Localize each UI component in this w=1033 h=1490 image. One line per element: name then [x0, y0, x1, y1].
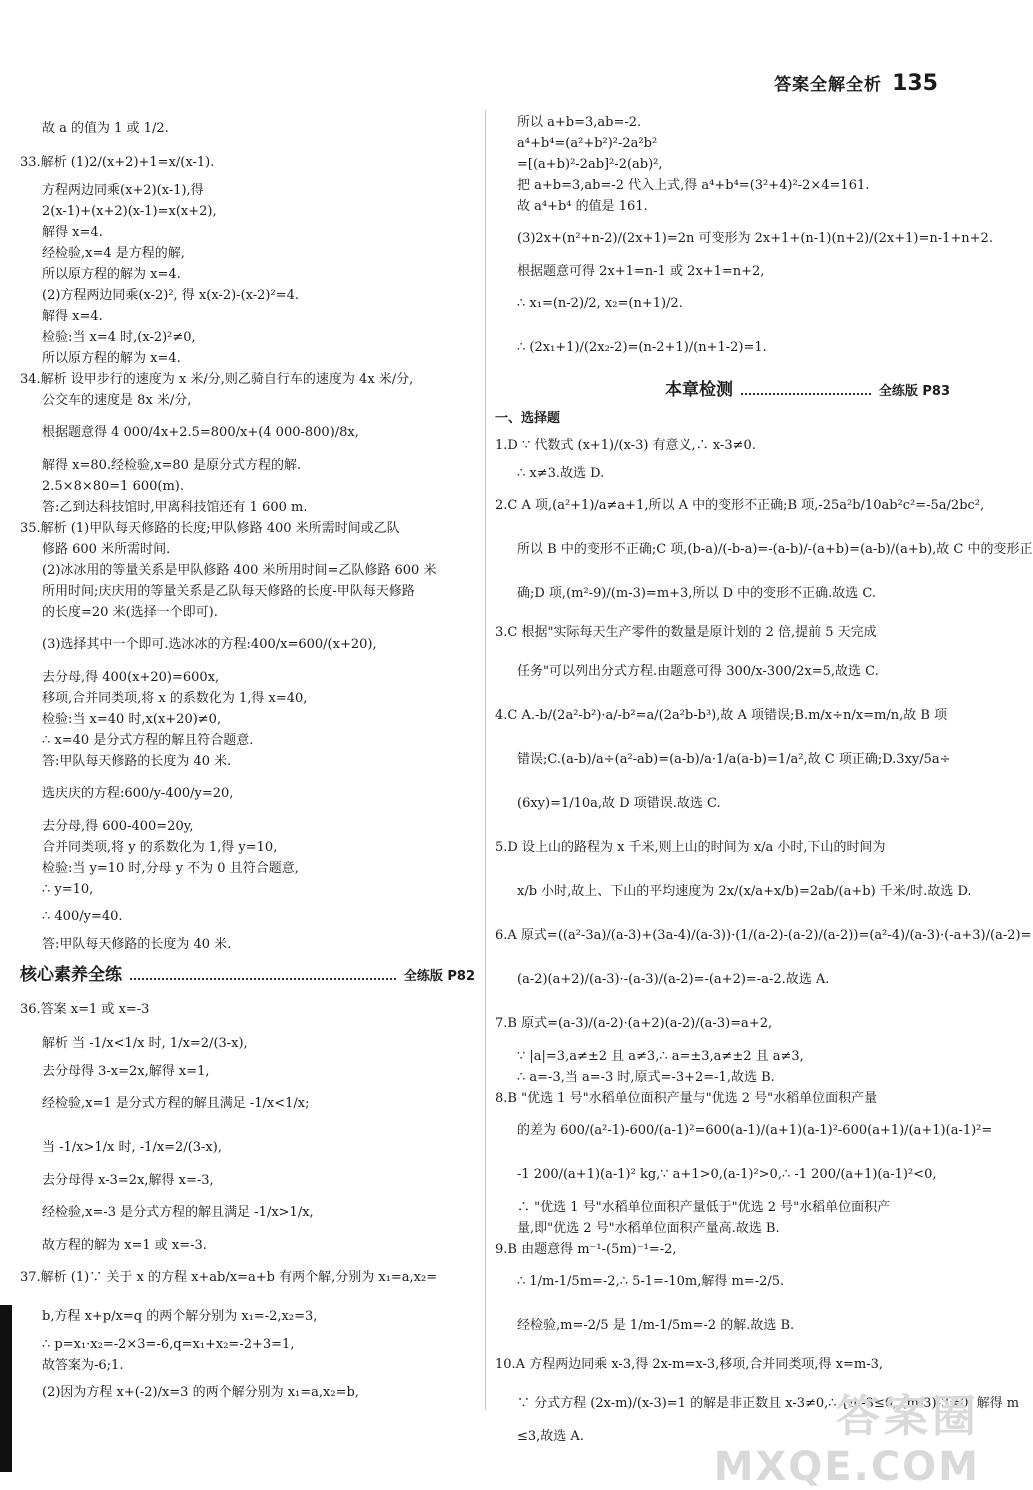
text-line: 检验:当 x=4 时,(x-2)²≠0,: [42, 330, 196, 345]
text-line: ≤3,故选 A.: [517, 1429, 584, 1444]
text-line: 6.A 原式=((a²-3a)/(a-3)+(3a-4)/(a-3))·(1/(a-2)-(a-2)/(a-2))=(a²-4)/(a-3)·(-a+3)/(a-2)=: [495, 928, 1032, 943]
text-line: (2)方程两边同乘(x-2)², 得 x(x-2)-(x-2)²=4.: [42, 288, 299, 303]
text-line: =[(a+b)²-2ab]²-2(ab)²,: [517, 157, 663, 172]
text-line: 去分母,得 600-400=20y,: [42, 819, 194, 834]
text-line: ∴ "优选 1 号"水稻单位面积产量低于"优选 2 号"水稻单位面积产: [517, 1200, 891, 1215]
section-title: 核心素养全练: [20, 965, 122, 985]
page-header: [774, 70, 938, 96]
text-line: 4.C A.-b/(2a²-b²)·a/-b²=a/(2a²b-b³),故 A 项错误;B.m/x÷n/x=m/n,故 B 项: [495, 708, 948, 723]
text-line: 移项,合并同类项,将 x 的系数化为 1,得 x=40,: [42, 691, 308, 706]
text-line: 方程两边同乘(x+2)(x-1),得: [42, 183, 204, 198]
text-line: 的长度=20 米(选择一个即可).: [42, 605, 218, 620]
text-line: 7.B 原式=(a-3)/(a-2)·(a+2)(a-2)/(a-3)=a+2,: [495, 1016, 773, 1031]
text-line: ∴ p=x₁·x₂=-2×3=-6,q=x₁+x₂=-2+3=1,: [42, 1337, 295, 1352]
page-number: 135: [892, 71, 938, 96]
text-line: 所以原方程的解为 x=4.: [42, 267, 181, 282]
text-line: 解得 x=4.: [42, 225, 103, 240]
text-line: a⁴+b⁴=(a²+b²)²-2a²b²: [517, 136, 658, 151]
text-line: ∴ 1/m-1/5m=-2,∴ 5-1=-10m,解得 m=-2/5.: [517, 1274, 785, 1289]
right-answers-part-2: [495, 429, 1033, 1447]
text-line: 当 -1/x>1/x 时, -1/x=2/(3-x),: [42, 1140, 222, 1155]
text-line: 5.D 设上山的路程为 x 千米,则上山的时间为 x/a 小时,下山的时间为: [495, 840, 886, 855]
text-line: 所以 B 中的变形不正确;C 项,(b-a)/(-b-a)=-(a-b)/-(a+b)=(a-b)/(a+b),故 C 中的变形正: [517, 542, 1033, 557]
dotted-leader: [130, 966, 396, 980]
text-line: 检验:当 y=10 时,分母 y 不为 0 且符合题意,: [42, 861, 299, 876]
text-line: ∴ x=40 是分式方程的解且符合题意.: [42, 733, 254, 748]
text-line: ∴ a=-3,当 a=-3 时,原式=-3+2=-1,故选 B.: [517, 1070, 775, 1085]
column-divider: [485, 110, 486, 1410]
left-answers-part-1: [20, 112, 475, 955]
text-line: 35.解析 (1)甲队每天修路的长度;甲队修路 400 米所需时间或乙队: [20, 521, 400, 536]
text-line: x/b 小时,故上、下山的平均速度为 2x/(x/a+x/b)=2ab/(a+b) 千米/时.故选 D.: [517, 884, 972, 899]
text-line: 所用时间;庆庆用的等量关系是乙队每天修路的长度-甲队每天修路: [42, 584, 415, 599]
text-line: 把 a+b=3,ab=-2 代入上式,得 a⁴+b⁴=(3²+4)²-2×4=161.: [517, 178, 870, 193]
text-line: ∴ x≠3.故选 D.: [517, 466, 605, 481]
section-header-core-literacy: [20, 965, 475, 987]
text-line: 的差为 600/(a²-1)-600/(a-1)²=600(a-1)/(a+1)(a-1)²-600(a+1)/(a+1)(a-1)²=: [517, 1123, 993, 1138]
text-line: (a-2)(a+2)/(a-3)·-(a-3)/(a-2)=-(a+2)=-a-2.故选 A.: [517, 972, 830, 987]
text-line: -1 200/(a+1)(a-1)² kg,∵ a+1>0,(a-1)²>0,∴ -1 200/(a+1)(a-1)²<0,: [517, 1167, 937, 1182]
text-line: 去分母得 x-3=2x,解得 x=-3,: [42, 1173, 214, 1188]
text-line: 故 a 的值为 1 或 1/2.: [42, 121, 169, 136]
section-page-ref: 全练版 P82: [403, 969, 475, 984]
text-line: 所以原方程的解为 x=4.: [42, 351, 181, 366]
text-line: ∴ y=10,: [42, 882, 94, 897]
text-line: 36.答案 x=1 或 x=-3: [20, 1002, 150, 1017]
text-line: 故 a⁴+b⁴ 的值是 161.: [517, 199, 648, 214]
text-line: (6xy)=1/10a,故 D 项错误.故选 C.: [517, 796, 721, 811]
text-line: 解得 x=80.经检验,x=80 是原分式方程的解.: [42, 458, 302, 473]
dotted-leader: [741, 381, 871, 395]
text-line: 经检验,x=1 是分式方程的解且满足 -1/x<1/x;: [42, 1096, 310, 1111]
text-line: 答:甲队每天修路的长度为 40 米.: [42, 754, 232, 769]
text-line: 故方程的解为 x=1 或 x=-3.: [42, 1238, 207, 1253]
text-line: 经检验,m=-2/5 是 1/m-1/5m=-2 的解.故选 B.: [517, 1318, 795, 1333]
section-page-ref: 全练版 P83: [878, 384, 950, 399]
text-line: 所以 a+b=3,ab=-2.: [517, 115, 642, 130]
right-answers-part-1: [495, 112, 993, 370]
text-line: 量,即"优选 2 号"水稻单位面积产量高.故选 B.: [517, 1221, 780, 1236]
text-line: 1.D ∵ 代数式 (x+1)/(x-3) 有意义,∴ x-3≠0.: [495, 438, 756, 453]
text-line: 去分母,得 400(x+20)=600x,: [42, 670, 220, 685]
text-line: 经检验,x=-3 是分式方程的解且满足 -1/x>1/x,: [42, 1205, 314, 1220]
text-line: 检验:当 x=40 时,x(x+20)≠0,: [42, 712, 222, 727]
text-line: 任务"可以列出分式方程.由题意可得 300/x-300/2x=5,故选 C.: [517, 664, 879, 679]
text-line: (2)因为方程 x+(-2)/x=3 的两个解分别为 x₁=a,x₂=b,: [42, 1385, 359, 1400]
left-column: [20, 112, 475, 1410]
text-line: 故答案为-6;1.: [42, 1358, 124, 1373]
section-header-chapter-test: [495, 380, 950, 402]
text-line: 8.B "优选 1 号"水稻单位面积产量与"优选 2 号"水稻单位面积产量: [495, 1091, 878, 1106]
text-line: 33.解析 (1)2/(x+2)+1=x/(x-1).: [20, 155, 215, 170]
text-line: 根据题意得 4 000/4x+2.5=800/x+(4 000-800)/8x,: [42, 425, 359, 440]
text-line: 答:甲队每天修路的长度为 40 米.: [42, 937, 232, 952]
text-line: 解析 当 -1/x<1/x 时, 1/x=2/(3-x),: [42, 1036, 248, 1051]
text-line: ∴ 400/y=40.: [42, 909, 123, 924]
text-line: ∵ |a|=3,a≠±2 且 a≠3,∴ a=±3,a≠±2 且 a≠3,: [517, 1049, 804, 1064]
text-line: 2.5×8×80=1 600(m).: [42, 479, 184, 494]
text-line: 答:乙到达科技馆时,甲离科技馆还有 1 600 m.: [42, 500, 308, 515]
text-line: 9.B 由题意得 m⁻¹-(5m)⁻¹=-2,: [495, 1242, 677, 1257]
text-line: ∴ x₁=(n-2)/2, x₂=(n+1)/2.: [517, 296, 683, 311]
text-line: (3)选择其中一个即可.选冰冰的方程:400/x=600/(x+20),: [42, 637, 377, 652]
text-line: 修路 600 米所需时间.: [42, 542, 171, 557]
text-line: 10.A 方程两边同乘 x-3,得 2x-m=x-3,移项,合并同类项,得 x=m-3,: [495, 1357, 883, 1372]
left-answers-part-2: [20, 993, 475, 1410]
text-line: (3)2x+(n²+n-2)/(2x+1)=2n 可变形为 2x+1+(n-1)(n+2)/(2x+1)=n-1+n+2.: [517, 231, 993, 246]
text-line: 2(x-1)+(x+2)(x-1)=x(x+2),: [42, 204, 217, 219]
page-edge-marker: [0, 1305, 12, 1472]
text-line: 解得 x=4.: [42, 309, 103, 324]
watermark-text-en: MXQE.COM: [713, 1444, 980, 1490]
text-line: 错误;C.(a-b)/a÷(a²-ab)=(a-b)/a·1/a(a-b)=1/a²,故 C 项正确;D.3xy/5a÷: [517, 752, 951, 767]
text-line: 去分母得 3-x=2x,解得 x=1,: [42, 1064, 210, 1079]
text-line: 3.C 根据"实际每天生产零件的数量是原计划的 2 倍,提前 5 天完成: [495, 625, 877, 640]
text-line: 经检验,x=4 是方程的解,: [42, 246, 185, 261]
text-line: 公交车的速度是 8x 米/分,: [42, 393, 192, 408]
text-line: 根据题意可得 2x+1=n-1 或 2x+1=n+2,: [517, 264, 765, 279]
subsection-heading: 一、选择题: [495, 411, 561, 426]
watermark-text-cn: 答案圈: [836, 1391, 980, 1442]
right-column: [495, 112, 1033, 1447]
text-line: 确;D 项,(m²-9)/(m-3)=m+3,所以 D 中的变形不正确.故选 C.: [517, 586, 877, 601]
text-line: b,方程 x+p/x=q 的两个解分别为 x₁=-2,x₂=3,: [42, 1309, 318, 1324]
header-title: 答案全解全析: [774, 75, 883, 95]
text-line: 34.解析 设甲步行的速度为 x 米/分,则乙骑自行车的速度为 4x 米/分,: [20, 372, 414, 387]
section-title: 本章检测: [665, 380, 733, 400]
text-line: 37.解析 (1)∵ 关于 x 的方程 x+ab/x=a+b 有两个解,分别为 x₁=a,x₂=: [20, 1270, 438, 1285]
text-line: 选庆庆的方程:600/y-400/y=20,: [42, 786, 234, 801]
text-line: 2.C A 项,(a²+1)/a≠a+1,所以 A 中的变形不正确;B 项,-25a²b/10ab²c²=-5a/2bc²,: [495, 498, 985, 513]
text-line: 合并同类项,将 y 的系数化为 1,得 y=10,: [42, 840, 278, 855]
text-line: ∵ 分式方程 (2x-m)/(x-3)=1 的解是非正数且 x-3≠0,∴ {m-3≤0, (m-3)-3≠0, 解得 m: [517, 1396, 1020, 1411]
text-line: (2)冰冰用的等量关系是甲队修路 400 米所用时间=乙队修路 600 米: [42, 563, 437, 578]
watermark-logo: [714, 1380, 980, 1490]
text-line: ∴ (2x₁+1)/(2x₂-2)=(n-2+1)/(n+1-2)=1.: [517, 340, 767, 355]
